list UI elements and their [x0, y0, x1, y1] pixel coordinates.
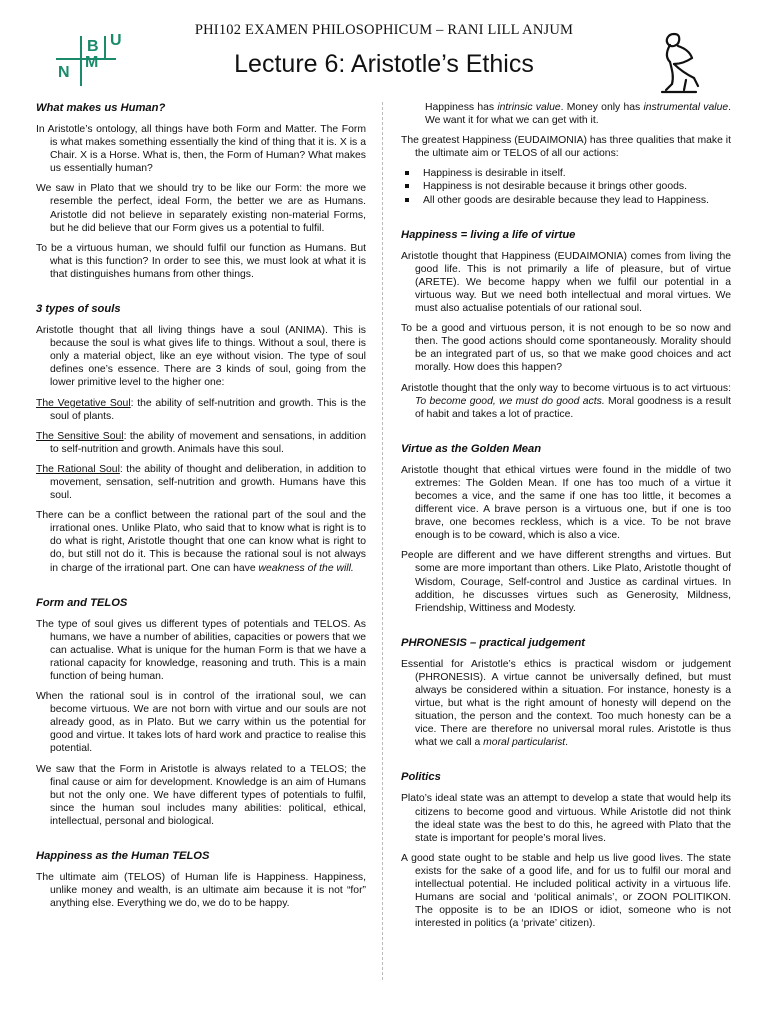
page-header [0, 0, 768, 100]
paragraph: The ultimate aim (TELOS) of Human life is Happiness. Happiness, unlike money and wealth, is an ultimate aim because it is not “for” anything else. Everything we do, we do to be happy. [36, 872, 366, 910]
sensitive-soul-item: The Sensitive Soul: the ability of movement and sensations, in addition to self-nutrition and growth. Animals have this soul. [36, 430, 366, 455]
list-item: All other goods are desirable because they lead to Happiness. [401, 194, 731, 207]
heading-3-types-of-souls: 3 types of souls [36, 303, 121, 316]
paragraph: Aristotle thought that all living things have a soul (ANIMA). This is because the soul is what gives life to things. Without a soul, there is only a material object, like an eye without vision. The type of soul defines one’s essence. There are 3 kinds of soul, going from the lower primitive level to the higher one: [36, 325, 366, 389]
paragraph: To be a good and virtuous person, it is not enough to be so now and then. The good actions should come spontaneously. Morality should be an integrated part of us, so that we make good choices and act morally. How does this happen? [401, 323, 731, 374]
vegetative-soul-item: The Vegetative Soul: the ability of self-nutrition and growth. This is the soul of plants. [36, 397, 366, 422]
paragraph: There can be a conflict between the rational part of the soul and the irrational ones. Unlike Plato, who said that to know what is right is to do what is right, Aristotle thought that one can know what is right to do, but still not do it. This is because the rational soul is not always in charge of the irrational part. One can have weakness of the will. [36, 510, 366, 574]
heading-golden-mean: Virtue as the Golden Mean [401, 442, 542, 455]
heading-happiness-as-telos: Happiness as the Human TELOS [36, 850, 210, 863]
paragraph: Aristotle thought that ethical virtues were found in the middle of two extremes: The Golden Mean. If one has too much of a virtue it becomes a vice, and the same if one has too little, it becomes a different vice. A brave person is a virtuous one, but if one is too brave, one becomes reckless, which is a vice. To be not brave enough is to be coward, which is also a vice. [401, 464, 731, 542]
heading-politics: Politics [401, 771, 441, 784]
logo-letter-n: N [58, 64, 70, 81]
right-column [401, 101, 731, 937]
paragraph: In Aristotle’s ontology, all things have both Form and Matter. The Form is what makes something essentially the kind of thing that it is. X is a Chair. X is a Horse. What is, then, the Form of Human? What makes us essentially human? [36, 124, 366, 175]
logo-letter-m: M [85, 54, 99, 71]
lecture-title: Lecture 6: Aristotle’s Ethics [234, 50, 534, 78]
list-item: Happiness is not desirable because it brings other goods. [401, 180, 731, 193]
heading-phronesis: PHRONESIS – practical judgement [401, 636, 586, 649]
rational-soul-item: The Rational Soul: the ability of thought and deliberation, in addition to movement, sensation, self-nutrition and growth. Humans have this soul. [36, 463, 366, 502]
heading-happiness-virtue: Happiness = living a life of virtue [401, 228, 576, 241]
paragraph: When the rational soul is in control of the irrational soul, we can become virtuous. We are not born with virtue and our souls are not already good, as in Plato. But we carry within us the potential for good and virtue. It takes lots of hard work and practice to realise this potential. [36, 691, 366, 755]
course-title: PHI102 EXAMEN PHILOSOPHICUM – RANI LILL ANJUM [194, 22, 574, 38]
paragraph: Essential for Aristotle’s ethics is practical wisdom or judgement (PHRONESIS). A virtue cannot be universally defined, but must always be considered within a situation. For instance, honesty is a virtue, but what is the right amount of honesty will depend on the situation, the person and the context. Too much honesty can be a vice. There are therefore no universal moral rules. Aristotle is thus what we call a moral particularist. [401, 658, 731, 749]
paragraph: A good state ought to be stable and help us live good lives. The state exists for the sake of a good life, and for us to fulfil our moral and intellectual potential. He included political activity in a virtuous life. Humans are social and ‘political animals’, or ZOON POLITIKON. The opposite is to be an IDIOS or idiot, someone who is not interested in politics (a ‘private’ citizen). [401, 852, 731, 930]
column-divider [382, 102, 383, 980]
paragraph: Plato’s ideal state was an attempt to develop a state that would help its citizens to become good and virtuous. While Aristotle did not think the ideal state was the best to do this, he agreed with Plato that the state is important for people’s moral lives. [401, 793, 731, 844]
heading-form-and-telos: Form and TELOS [36, 596, 128, 609]
paragraph: Aristotle thought that the only way to become virtuous is to act virtuous: To become good, we must do good acts. Moral goodness is a result of habit and takes a lot of practice. [401, 382, 731, 420]
paragraph: We saw in Plato that we should try to be like our Form: the more we resemble the perfect, ideal Form, the better we are as Humans. Aristotle did not believe in separately existing non-material Forms, but he did believe that our Form gives us a potential to fulfil. [36, 183, 366, 234]
left-column [36, 101, 366, 917]
paragraph: Aristotle thought that Happiness (EUDAIMONIA) comes from living the good life. This is not primarily a life of pleasure, but of virtue (ARETE). We become happy when we fulfil our potential in a virtuous way. But we need both intellectual and moral virtues. We must also actualise potentials of our rational soul. [401, 250, 731, 315]
paragraph: To be a virtuous human, we should fulfil our function as Humans. But what is this function? In order to see this, we must look at what it is that distinguishes humans from other things. [36, 242, 366, 280]
sensitive-soul-label: The Sensitive Soul [36, 430, 124, 442]
logo-letter-u: U [110, 32, 122, 49]
paragraph: People are different and we have different strengths and virtues. But some are more important than others. Like Plato, Aristotle thought of Wisdom, Courage, Self-control and Justice as cardinal virtues. In addition, he discusses virtues such as Generosity, Mildness, Friendship, Wittiness and Modesty. [401, 550, 731, 614]
qualities-list [401, 167, 731, 206]
paragraph: We saw that the Form in Aristotle is always related to a TELOS; the final cause or aim for development. Knowledge is an aim of Humans but not the only one. We have different types of potentials to fulfil, since the human soul includes many abilities: political, ethical, intellectual, personal and biological. [36, 763, 366, 827]
paragraph: The greatest Happiness (EUDAIMONIA) has three qualities that make it the ultimate aim or TELOS of all our actions: [401, 135, 731, 160]
paragraph: The type of soul gives us different types of potentials and TELOS. As humans, we have a number of abilities, capacities or powers that we can actualise. What is unique for the human Form is that we have a rational capacity for knowledge, reasoning and truth. This is a main function of being human. [36, 618, 366, 682]
logo-letter-b: B [87, 38, 99, 55]
paragraph-continuation: Happiness has intrinsic value. Money only has instrumental value. We want it for what we can get with it. [425, 102, 732, 127]
list-item: Happiness is desirable in itself. [401, 167, 731, 180]
vegetative-soul-label: The Vegetative Soul [36, 397, 131, 409]
thinker-figure-icon [656, 28, 702, 96]
rational-soul-label: The Rational Soul [36, 463, 120, 475]
heading-what-makes-us-human: What makes us Human? [36, 102, 166, 114]
